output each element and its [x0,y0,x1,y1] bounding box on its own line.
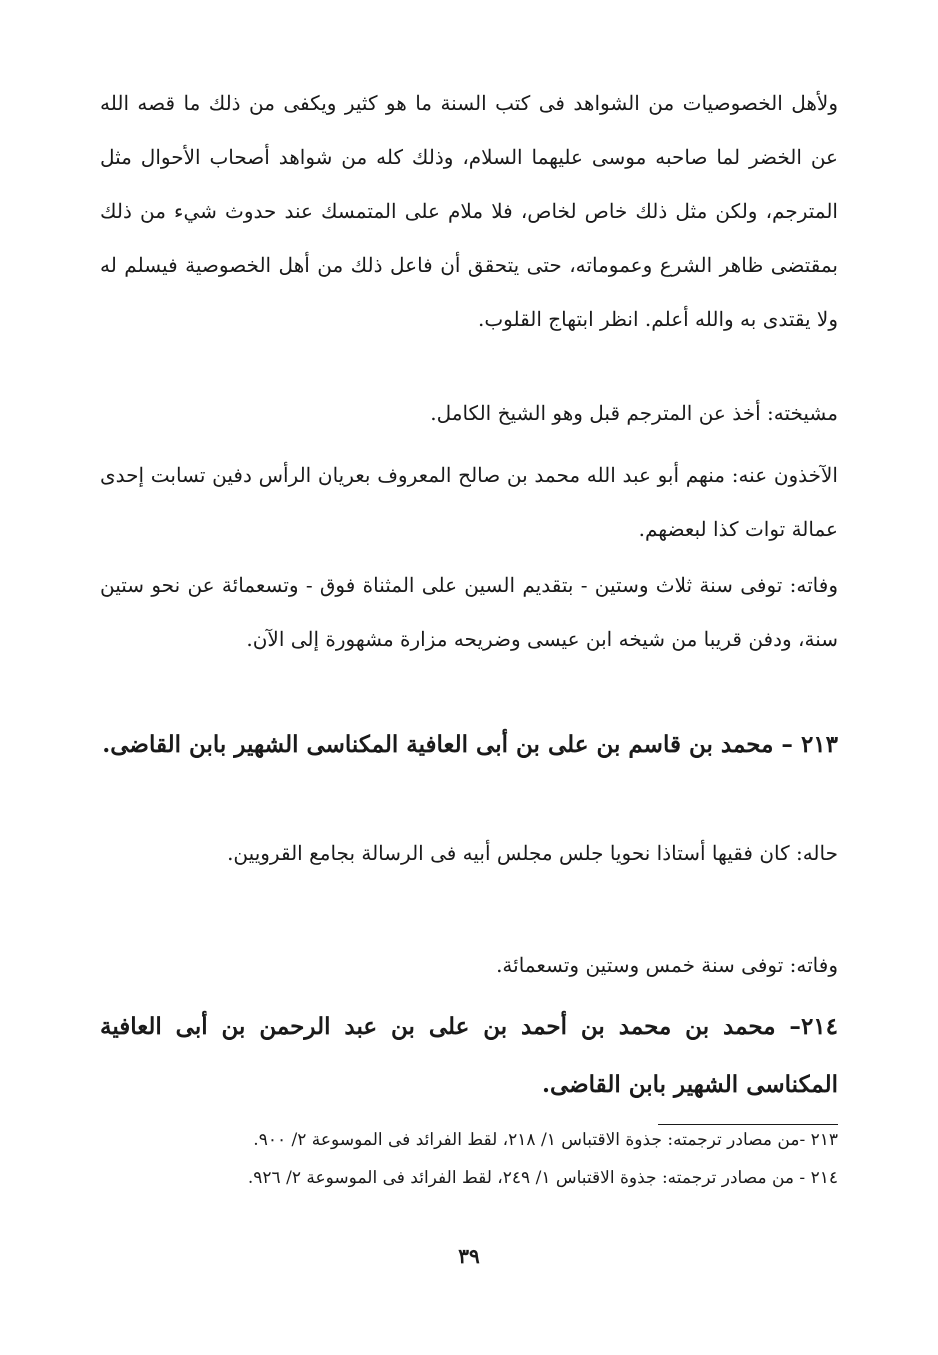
paragraph-wafat-2: وفاته: توفى سنة خمس وستين وتسعمائة. [496,953,838,977]
paragraph-akhidhun: الآخذون عنه: منهم أبو عبد الله محمد بن صالح المعروف بعريان الرأس دفين تسابت إحدى عمالة توات كذا لبعضهم. [100,463,838,541]
footnote-213: ٢١٣ -من مصادر ترجمته: جذوة الاقتباس ١/ ٢١٨، لقط الفرائد فى الموسوعة ٢/ ٩٠٠. [253,1130,838,1150]
footnote-214: ٢١٤ - من مصادر ترجمته: جذوة الاقتباس ١/ ٢٤٩، لقط الفرائد فى الموسوعة ٢/ ٩٢٦. [247,1168,838,1188]
paragraph-haluh: حاله: كان فقيها أستاذا نحويا جلس مجلس أبيه فى الرسالة بجامع القرويين. [227,841,838,865]
entry-heading-213: ٢١٣ – محمد بن قاسم بن على بن أبى العافية المكناسى الشهير بابن القاضى. [102,731,838,758]
entry-heading-214: ٢١٤– محمد بن محمد بن أحمد بن على بن عبد الرحمن بن أبى العافية المكناسى الشهير بابن القاضى. [100,1013,838,1098]
page-number: ٣٩ [458,1244,480,1268]
paragraph-mashyakha: مشيخته: أخذ عن المترجم قبل وهو الشيخ الكامل. [430,401,838,425]
paragraph-wafat-1: وفاته: توفى سنة ثلاث وستين - بتقديم السين على المثناة فوق - وتسعمائة عن نحو ستين سنة، ودفن قريبا من شيخه ابن عيسى وضريحه مزارة مشهورة إلى الآن. [100,573,838,651]
paragraph-khususiyat: ولأهل الخصوصيات من الشواهد فى كتب السنة ما هو كثير ويكفى من ذلك ما قصه الله عن الخضر لما صاحبه موسى عليهما السلام، وذلك كله من شواهد أصحاب الأحوال مثل المترجم، ولكن مثل ذلك خاص لخاص، فلا ملام على المتمسك عند حدوث شيء من ذلك بمقتضى ظاهر الشرع وعموماته، حتى يتحقق أن فاعل ذلك من أهل الخصوصية فيسلم له ولا يقتدى به والله أعلم. انظر ابتهاج القلوب. [100,91,838,331]
